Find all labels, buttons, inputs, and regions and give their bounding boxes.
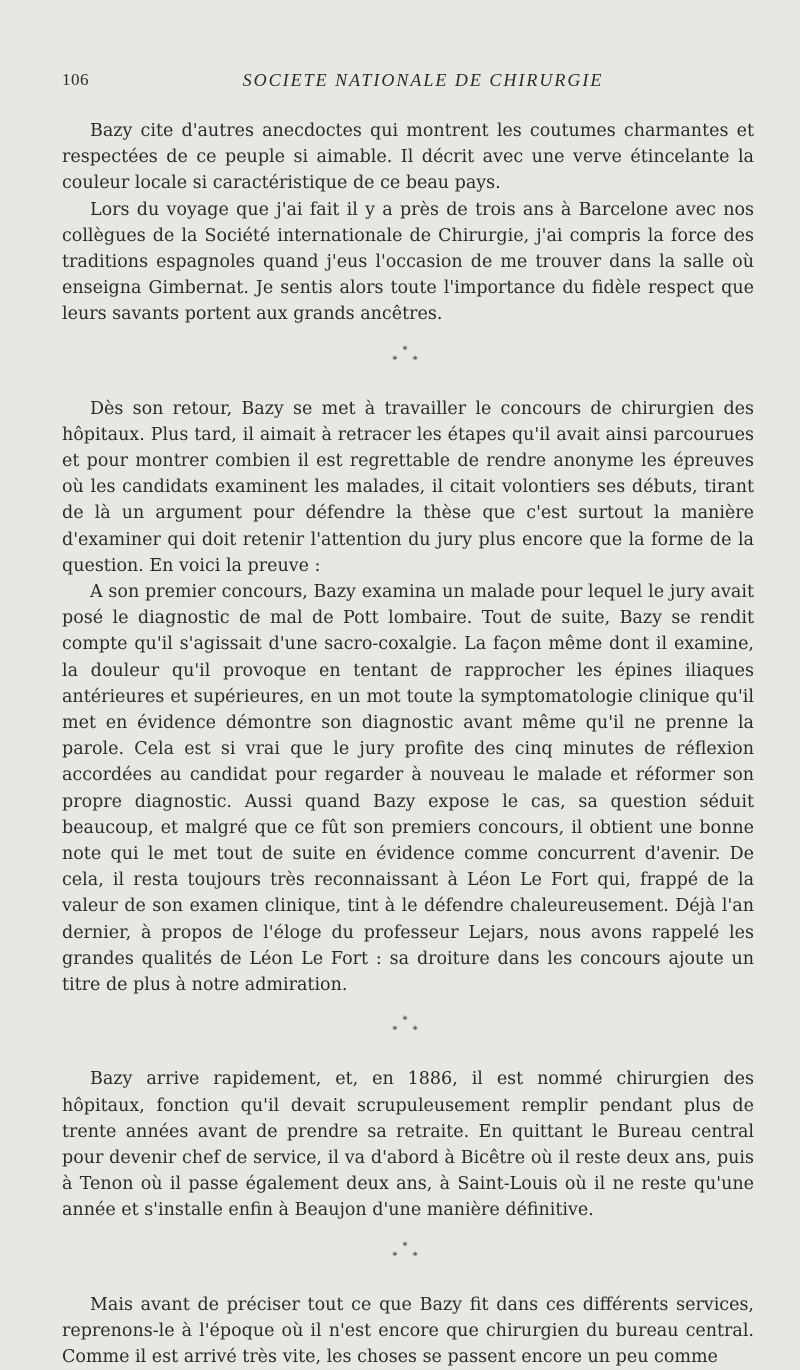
asterism-top: * — [402, 344, 414, 356]
body-text — [62, 118, 754, 1370]
paragraph-2: Lors du voyage que j'ai fait il y a près de trois ans à Barcelone avec nos collègues de la Société internationale de Chirurgie, j'ai compris la force des traditions espagnoles quand j'eus l'occasion de me trouver dans la salle où enseigna Gimbernat. Je sentis alors toute l'importance du fidèle respect que leurs savants portent aux grands ancêtres. — [62, 199, 754, 325]
page-header — [62, 70, 754, 100]
paragraph-6: Mais avant de préciser tout ce que Bazy fit dans ces différents services, reprenons-le à l'époque où il n'est encore que chirurgien du bureau central. Comme il est arrivé très vite, les choses se passent encore un peu comme — [62, 1294, 754, 1367]
page-number: 106 — [62, 70, 89, 89]
asterism-top: * — [402, 1015, 414, 1027]
asterism-bottom: * * — [392, 1025, 424, 1037]
section-separator-1 — [62, 346, 754, 366]
asterism-bottom: * * — [392, 354, 424, 366]
asterism-top: * — [402, 1240, 414, 1252]
paragraph-5: Bazy arrive rapidement, et, en 1886, il est nommé chirurgien des hôpitaux, fonction qu'il devait scrupuleusement remplir pendant plus de trente années avant de prendre sa retraite. En quittant le Bureau central pour devenir chef de service, il va d'abord à Bicêtre où il reste deux ans, puis à Tenon où il passe également deux ans, à Saint-Louis où il ne reste qu'une année et s'installe enfin à Beaujon d'une manière définitive. — [62, 1069, 754, 1221]
section-separator-2 — [62, 1016, 754, 1036]
running-title: SOCIETE NATIONALE DE CHIRURGIE — [242, 70, 604, 90]
paragraph-1: Bazy cite d'autres anecdoctes qui montrent les coutumes charmantes et respectées de ce peuple si aimable. Il décrit avec une verve étincelante la couleur locale si caractéristique de ce beau pays. — [62, 121, 754, 194]
paragraph-4: A son premier concours, Bazy examina un malade pour lequel le jury avait posé le diagnostic de mal de Pott lombaire. Tout de suite, Bazy se rendit compte qu'il s'agissait d'une sacro-coxalgie. La façon même dont il examine, la douleur qu'il provoque en tentant de rapprocher les épines iliaques antérieures et supérieures, en un mot toute la symptomatologie clinique qu'il met en évidence démontre son diagnostic avant même qu'il ne prenne la parole. Cela est si vrai que le jury profite des cinq minutes de réflexion accordées au candidat pour regarder à nouveau le malade et réformer son propre diagnostic. Aussi quand Bazy expose le cas, sa question séduit beaucoup, et malgré que ce fût son premiers concours, il obtient une bonne note qui le met tout de suite en évidence comme concurrent d'avenir. De cela, il resta toujours très reconnaissant à Léon Le Fort qui, frappé de la valeur de son examen clinique, tint à le défendre chaleureusement. Déjà l'an dernier, à propos de l'éloge du professeur Lejars, nous avons rappelé les grandes qualités de Léon Le Fort : sa droiture dans les concours ajoute un titre de plus à notre admiration. — [62, 582, 754, 996]
section-separator-3 — [62, 1242, 754, 1262]
paragraph-3: Dès son retour, Bazy se met à travailler le concours de chirurgien des hôpitaux. Plus tard, il aimait à retracer les étapes qu'il avait ainsi parcourues et pour montrer combien il est regrettable de rendre anonyme les épreuves où les candidats examinent les malades, il citait volontiers ses débuts, tirant de là un argument pour défendre la thèse que c'est surtout la manière d'examiner qui doit retenir l'attention du jury plus encore que la forme de la question. En voici la preuve : — [62, 398, 754, 576]
asterism-bottom: * * — [392, 1250, 424, 1262]
